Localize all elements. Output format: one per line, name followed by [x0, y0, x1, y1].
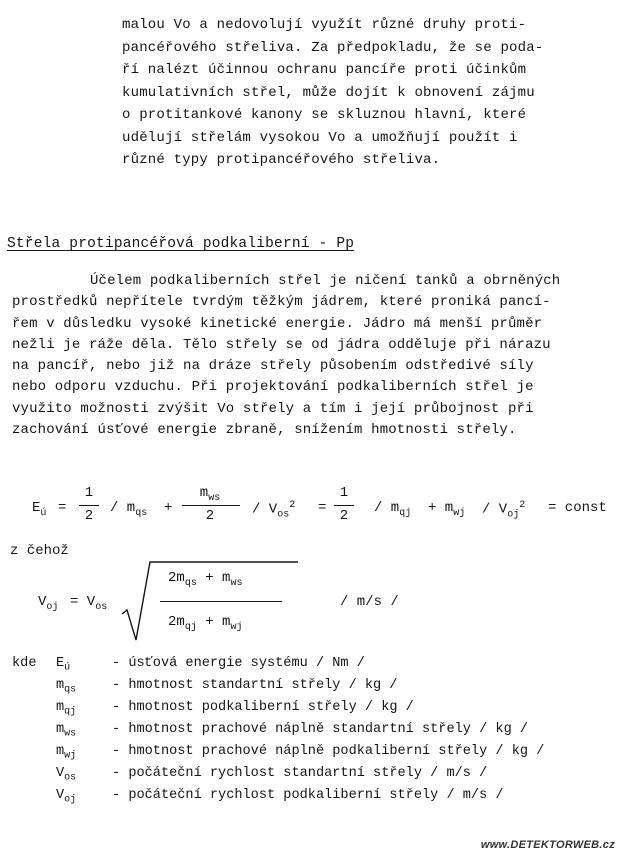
fraction-bar	[160, 601, 282, 602]
text-line: prostředků nepřítele tvrdým těžkým jádrem, které proniká pancí-	[12, 294, 551, 311]
text-line: Účelem podkaliberních střel je ničení tanků a obrněných	[90, 273, 561, 289]
eq1-frac1-den: 2	[84, 508, 94, 524]
legend-text: - počáteční rychlost standartní střely / m/s /	[112, 766, 488, 781]
eq1-frac2-num: $m_{ws}$	[199, 485, 221, 504]
fraction-bar	[79, 505, 99, 506]
legend-symbol: $m_{qs}$	[56, 678, 77, 696]
legend-text: - hmotnost standartní střely / kg /	[112, 678, 398, 693]
legend-symbol: $m_{ws}$	[56, 722, 77, 740]
legend-symbol: $V_{os}$	[56, 766, 77, 784]
text-line: pancéřového střeliva. Za předpokladu, že se poda-	[122, 39, 544, 56]
eq1-lhs: $E_ú$	[32, 500, 47, 519]
eq2-numerator: $2m_{qs} + m_{ws}$	[168, 570, 243, 589]
fraction-bar	[334, 505, 354, 506]
eq1-term3: / $m_{qj}$	[374, 500, 412, 519]
section-paragraph	[12, 271, 612, 441]
eq1-equals: =	[58, 500, 67, 516]
eq1-equals2: =	[318, 500, 327, 516]
eq1-frac2-den: 2	[205, 508, 215, 524]
eq2-unit: / m/s /	[340, 594, 399, 610]
eq2-denominator: $2m_{qj} + m_{wj}$	[168, 614, 243, 633]
legend-text: - hmotnost prachové náplně standartní střely / kg /	[112, 722, 529, 737]
text-line: řem v důsledku vysoké kinetické energie. Jádro má menší průměr	[12, 315, 543, 332]
section-heading: Střela protipancéřová podkaliberní - Pp	[7, 236, 355, 252]
eq2-lhs: $V_{oj}$	[38, 594, 59, 613]
text-line: využito možnosti zvýšit Vo střely a tím i její průbojnost při	[12, 400, 534, 417]
eq1-plus: +	[164, 500, 173, 516]
text-line: různé typy protipancéřového střeliva.	[122, 152, 441, 168]
text-line: zachování úsťové energie zbraně, snížením hmotnosti střely.	[12, 422, 517, 439]
text-line: udělují střelám vysokou Vo a umožňují použít i	[122, 129, 518, 146]
from-which-label: z čehož	[10, 543, 69, 559]
eq1-term5: / $V_{oj}^2$	[482, 500, 526, 521]
eq2-rhs-v: = $V_{os}$	[70, 594, 108, 613]
eq1-term2: / $V_{os}^2$	[252, 500, 296, 521]
legend-symbol: $E_ú$	[56, 656, 71, 674]
legend-text: - hmotnost podkaliberní střely / kg /	[112, 700, 414, 715]
eq1-frac1-num: 1	[84, 485, 94, 501]
legend-symbol: $m_{qj}$	[56, 700, 77, 718]
eq1-term1: / $m_{qs}$	[110, 500, 148, 519]
text-line: kumulativních střel, může dojít k obnovení zájmu	[122, 84, 535, 101]
text-line: nebo odporu vzduchu. Při projektování podkaliberních střel je	[12, 379, 534, 396]
legend-symbol: $m_{wj}$	[56, 744, 77, 762]
legend-symbol: $V_{oj}$	[56, 788, 77, 806]
legend-text: - počáteční rychlost podkaliberní střely / m/s /	[112, 788, 504, 803]
text-line: ří nalézt účinnou ochranu pancíře proti účinkům	[122, 62, 527, 78]
eq1-frac3-num: 1	[339, 485, 349, 501]
intro-paragraph	[122, 14, 592, 172]
text-line: na pancíř, nebo již na dráze střely působením odstředivé síly	[12, 358, 534, 375]
watermark-url: www.DETEKTORWEB.cz	[480, 839, 615, 851]
fraction-bar	[182, 505, 240, 506]
text-line: malou Vo a nedovolují využít různé druhy proti-	[122, 17, 527, 33]
eq1-tail: = const	[548, 500, 607, 516]
eq1-term4: + $m_{wj}$	[428, 500, 466, 519]
legend-where-label: kde	[12, 656, 37, 671]
eq1-frac3-den: 2	[339, 508, 349, 524]
text-line: nežli je ráže děla. Tělo střely se od jádra odděluje při nárazu	[12, 336, 551, 353]
legend-text: - hmotnost prachové náplně podkaliberní střely / kg /	[112, 744, 545, 759]
text-line: o protitankové kanony se skluznou hlavní, které	[122, 107, 527, 123]
legend-text: - úsťová energie systému / Nm /	[112, 656, 365, 671]
